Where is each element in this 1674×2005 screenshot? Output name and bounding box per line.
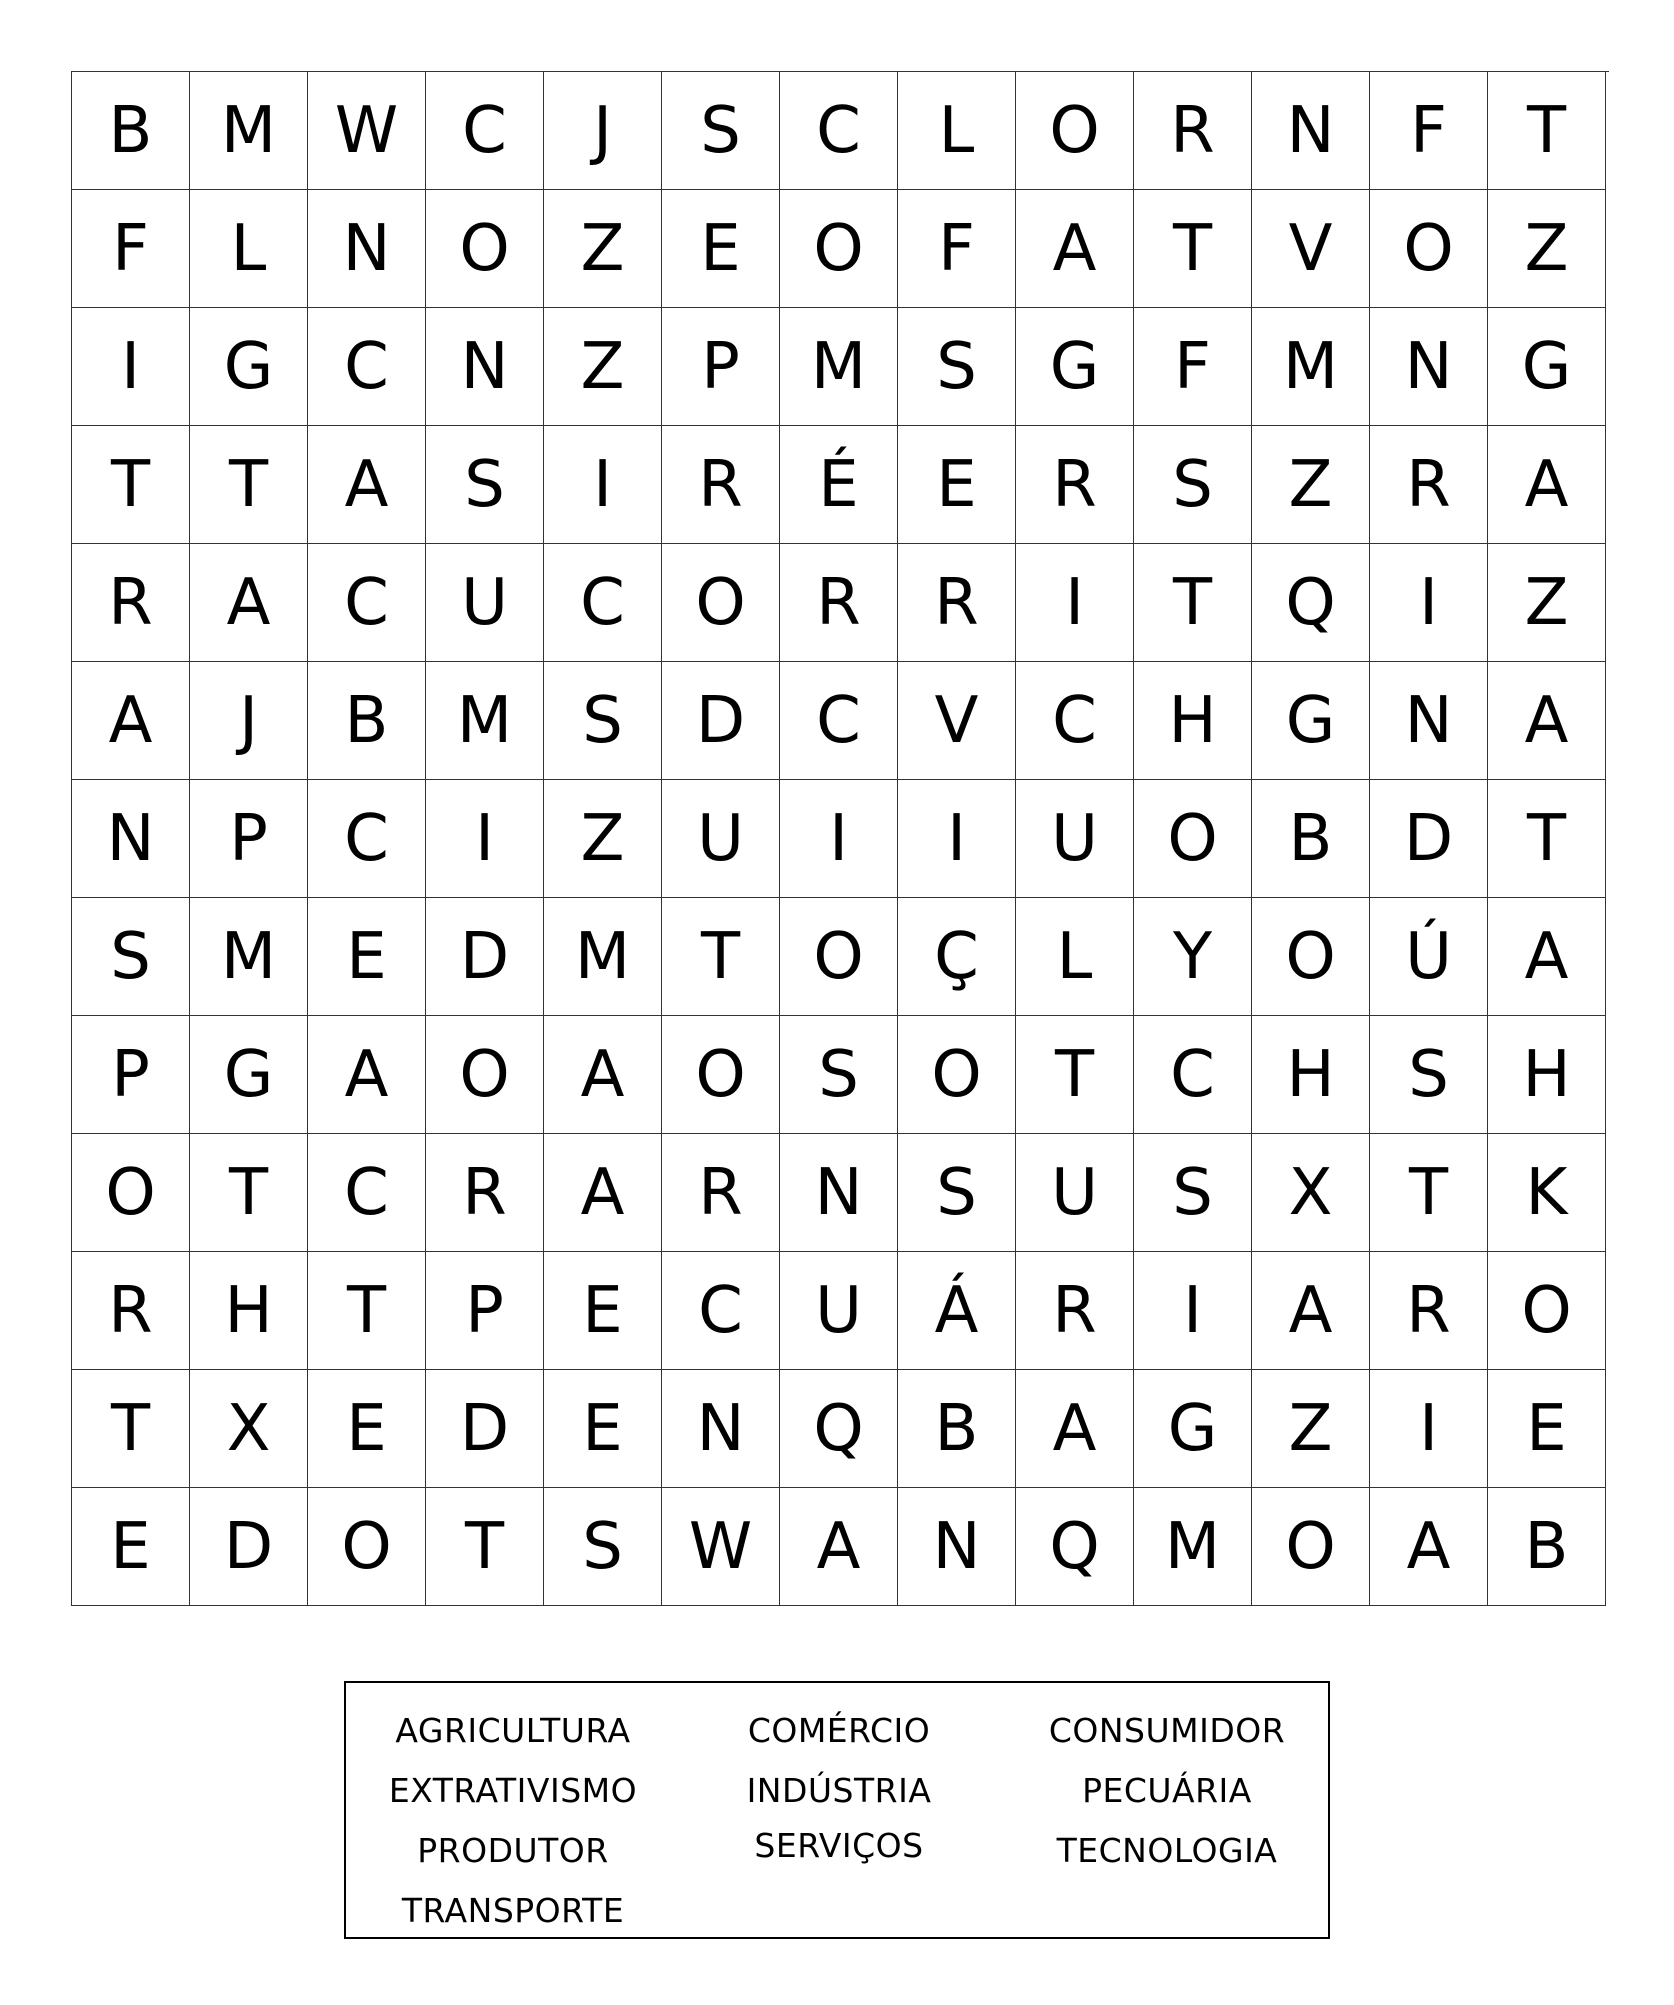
grid-cell[interactable]: A [544,1134,662,1252]
grid-cell[interactable]: N [1252,72,1370,190]
grid-cell[interactable]: B [898,1370,1016,1488]
grid-cell[interactable]: T [662,898,780,1016]
grid-cell[interactable]: N [1370,662,1488,780]
grid-cell[interactable]: B [1252,780,1370,898]
grid-cell[interactable]: A [780,1488,898,1606]
grid-cell[interactable]: H [1488,1016,1606,1134]
grid-cell[interactable]: I [780,780,898,898]
grid-cell[interactable]: X [190,1370,308,1488]
grid-cell[interactable]: D [662,662,780,780]
word-list-item: PECUÁRIA [1082,1771,1252,1810]
grid-cell[interactable]: T [1134,544,1252,662]
grid-cell[interactable]: D [426,1370,544,1488]
word-list-item: TRANSPORTE [401,1891,625,1930]
grid-cell[interactable]: R [662,426,780,544]
grid-cell[interactable]: A [1488,898,1606,1016]
grid-cell[interactable]: O [1488,1252,1606,1370]
word-list-column-1 [348,1701,678,1941]
grid-cell[interactable]: E [308,898,426,1016]
grid-cell[interactable]: S [898,1134,1016,1252]
grid-cell[interactable]: R [1134,72,1252,190]
grid-cell[interactable]: S [1134,426,1252,544]
grid-cell[interactable]: D [1370,780,1488,898]
grid-cell[interactable]: S [1134,1134,1252,1252]
grid-cell[interactable]: C [1134,1016,1252,1134]
grid-cell[interactable]: R [898,544,1016,662]
grid-cell[interactable]: W [308,72,426,190]
grid-cell[interactable]: P [72,1016,190,1134]
grid-cell[interactable]: U [426,544,544,662]
grid-cell[interactable]: U [780,1252,898,1370]
grid-cell[interactable]: M [426,662,544,780]
grid-cell[interactable]: G [1252,662,1370,780]
grid-cell[interactable]: U [662,780,780,898]
grid-cell[interactable]: M [780,308,898,426]
grid-cell[interactable]: U [1016,1134,1134,1252]
grid-cell[interactable]: M [544,898,662,1016]
grid-cell[interactable]: A [1016,1370,1134,1488]
grid-cell[interactable]: R [72,544,190,662]
grid-cell[interactable]: C [780,662,898,780]
grid-cell[interactable]: B [1488,1488,1606,1606]
grid-cell[interactable]: C [780,72,898,190]
grid-cell[interactable]: R [426,1134,544,1252]
grid-cell[interactable]: C [1016,662,1134,780]
grid-cell[interactable]: R [72,1252,190,1370]
grid-cell[interactable]: G [1488,308,1606,426]
word-list-column-3 [1002,1701,1332,1881]
grid-cell[interactable]: O [662,1016,780,1134]
grid-cell[interactable]: Z [544,308,662,426]
grid-cell[interactable]: T [1488,72,1606,190]
grid-cell[interactable]: E [72,1488,190,1606]
grid-cell[interactable]: L [1016,898,1134,1016]
grid-cell[interactable]: O [426,1016,544,1134]
grid-cell[interactable]: I [1370,544,1488,662]
grid-cell[interactable]: H [1252,1016,1370,1134]
grid-cell[interactable]: I [1134,1252,1252,1370]
grid-cell[interactable]: F [898,190,1016,308]
grid-cell[interactable]: Z [544,780,662,898]
grid-cell[interactable]: N [1370,308,1488,426]
grid-cell[interactable]: N [662,1370,780,1488]
word-list-item: COMÉRCIO [747,1711,931,1750]
grid-cell[interactable]: A [308,426,426,544]
grid-cell[interactable]: I [1016,544,1134,662]
grid-cell[interactable]: D [426,898,544,1016]
grid-cell[interactable]: T [72,1370,190,1488]
grid-cell[interactable]: G [1016,308,1134,426]
grid-cell[interactable]: I [1370,1370,1488,1488]
grid-cell[interactable]: O [1016,72,1134,190]
grid-cell[interactable]: O [898,1016,1016,1134]
grid-cell[interactable]: E [308,1370,426,1488]
grid-cell[interactable]: T [308,1252,426,1370]
grid-cell[interactable]: C [308,308,426,426]
grid-cell[interactable]: W [662,1488,780,1606]
grid-cell[interactable]: R [780,544,898,662]
grid-cell[interactable]: Ç [898,898,1016,1016]
grid-cell[interactable]: S [544,662,662,780]
grid-cell[interactable]: O [1252,898,1370,1016]
grid-cell[interactable]: A [1488,662,1606,780]
grid-cell[interactable]: A [1016,190,1134,308]
grid-cell[interactable]: Z [1488,544,1606,662]
word-list-item: CONSUMIDOR [1048,1711,1286,1750]
grid-cell[interactable]: P [426,1252,544,1370]
grid-cell[interactable]: T [190,1134,308,1252]
grid-cell[interactable]: M [1134,1488,1252,1606]
grid-cell[interactable]: N [898,1488,1016,1606]
grid-cell[interactable]: Q [1252,544,1370,662]
grid-cell[interactable]: E [898,426,1016,544]
word-list-item: AGRICULTURA [395,1711,631,1750]
grid-cell[interactable]: E [544,1370,662,1488]
grid-cell[interactable]: A [544,1016,662,1134]
grid-cell[interactable]: Z [1488,190,1606,308]
grid-cell[interactable]: O [426,190,544,308]
grid-cell[interactable]: L [898,72,1016,190]
grid-cell[interactable]: T [1370,1134,1488,1252]
grid-cell[interactable]: M [190,72,308,190]
grid-cell[interactable]: S [898,308,1016,426]
grid-cell[interactable]: I [898,780,1016,898]
grid-cell[interactable]: M [190,898,308,1016]
grid-cell[interactable]: A [1252,1252,1370,1370]
grid-cell[interactable]: O [1370,190,1488,308]
grid-cell[interactable]: N [426,308,544,426]
grid-cell[interactable]: Q [780,1370,898,1488]
grid-cell[interactable]: E [662,190,780,308]
grid-cell[interactable]: T [1016,1016,1134,1134]
grid-cell[interactable]: R [1370,1252,1488,1370]
grid-cell[interactable]: Z [544,190,662,308]
grid-cell[interactable]: L [190,190,308,308]
grid-cell[interactable]: S [780,1016,898,1134]
word-list-box [344,1681,1330,1939]
grid-cell[interactable]: P [662,308,780,426]
grid-cell[interactable]: N [308,190,426,308]
grid-cell[interactable]: B [308,662,426,780]
grid-cell[interactable]: S [544,1488,662,1606]
grid-cell[interactable]: V [1252,190,1370,308]
grid-cell[interactable]: Ú [1370,898,1488,1016]
word-list-column-2 [674,1701,1004,1876]
grid-cell[interactable]: S [662,72,780,190]
grid-cell[interactable]: H [190,1252,308,1370]
grid-cell[interactable]: O [72,1134,190,1252]
grid-cell[interactable]: S [426,426,544,544]
grid-cell[interactable]: D [190,1488,308,1606]
grid-cell[interactable]: H [1134,662,1252,780]
grid-cell[interactable]: T [190,426,308,544]
grid-cell[interactable]: O [780,898,898,1016]
grid-cell[interactable]: C [308,1134,426,1252]
grid-cell[interactable]: K [1488,1134,1606,1252]
grid-cell[interactable]: Q [1016,1488,1134,1606]
grid-cell[interactable]: T [1134,190,1252,308]
grid-cell[interactable]: T [72,426,190,544]
grid-cell[interactable]: B [72,72,190,190]
grid-cell[interactable]: Z [1252,1370,1370,1488]
grid-cell[interactable]: C [544,544,662,662]
grid-cell[interactable]: A [72,662,190,780]
grid-cell[interactable]: G [190,308,308,426]
grid-cell[interactable]: C [662,1252,780,1370]
grid-cell[interactable]: R [1016,426,1134,544]
grid-cell[interactable]: I [72,308,190,426]
word-list-item: SERVIÇOS [754,1826,924,1865]
grid-cell[interactable]: A [308,1016,426,1134]
grid-cell[interactable]: A [1370,1488,1488,1606]
grid-cell[interactable]: N [780,1134,898,1252]
grid-cell[interactable]: I [426,780,544,898]
grid-cell[interactable]: C [308,780,426,898]
grid-cell[interactable]: E [544,1252,662,1370]
grid-cell[interactable]: É [780,426,898,544]
grid-cell[interactable]: Z [1252,426,1370,544]
grid-cell[interactable]: Y [1134,898,1252,1016]
grid-cell[interactable]: J [190,662,308,780]
grid-cell[interactable]: P [190,780,308,898]
grid-cell[interactable]: T [426,1488,544,1606]
grid-cell[interactable]: S [72,898,190,1016]
word-list-item: EXTRATIVISMO [388,1771,638,1810]
grid-cell[interactable]: M [1252,308,1370,426]
grid-cell[interactable]: R [1016,1252,1134,1370]
grid-cell[interactable]: O [1134,780,1252,898]
word-list-item: INDÚSTRIA [746,1771,932,1810]
grid-cell[interactable]: V [898,662,1016,780]
grid-cell[interactable]: Á [898,1252,1016,1370]
grid-cell[interactable]: O [662,544,780,662]
grid-cell[interactable]: R [662,1134,780,1252]
grid-cell[interactable]: F [72,190,190,308]
grid-cell[interactable]: I [544,426,662,544]
word-search-grid [71,71,1609,1606]
grid-cell[interactable]: C [308,544,426,662]
grid-cell[interactable]: S [1370,1016,1488,1134]
grid-cell[interactable]: N [72,780,190,898]
grid-cell[interactable]: O [308,1488,426,1606]
grid-cell[interactable]: J [544,72,662,190]
grid-cell[interactable]: G [190,1016,308,1134]
grid-cell[interactable]: A [190,544,308,662]
grid-cell[interactable]: X [1252,1134,1370,1252]
grid-cell[interactable]: U [1016,780,1134,898]
grid-cell[interactable]: O [780,190,898,308]
grid-cell[interactable]: T [1488,780,1606,898]
grid-cell[interactable]: R [1370,426,1488,544]
grid-cell[interactable]: F [1134,308,1252,426]
grid-cell[interactable]: E [1488,1370,1606,1488]
word-list-item: PRODUTOR [417,1831,609,1870]
grid-cell[interactable]: G [1134,1370,1252,1488]
grid-cell[interactable]: A [1488,426,1606,544]
grid-cell[interactable]: O [1252,1488,1370,1606]
grid-cell[interactable]: C [426,72,544,190]
word-list-item: TECNOLOGIA [1056,1831,1278,1870]
grid-cell[interactable]: F [1370,72,1488,190]
